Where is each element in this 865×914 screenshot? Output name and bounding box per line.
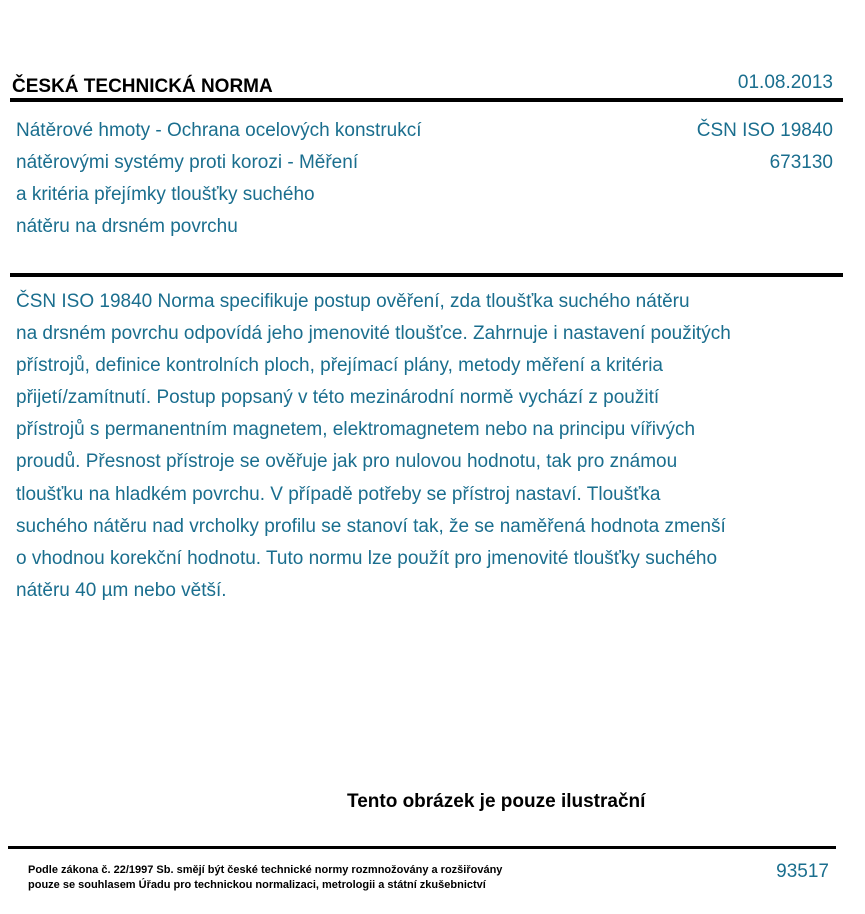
abstract-line: přístrojů s permanentním magnetem, elektromagnetem nebo na principu vířivých <box>16 419 696 441</box>
footer-legal-line: Podle zákona č. 22/1997 Sb. smějí být české technické normy rozmnožovány a rozšiřovány <box>28 864 503 876</box>
abstract-line: nátěru 40 µm nebo větší. <box>16 579 227 601</box>
document-title-line: a kritéria přejímky tloušťky suchého <box>16 184 315 205</box>
title-divider <box>10 273 843 277</box>
document-title-line: nátěrovými systémy proti korozi - Měření <box>16 152 359 173</box>
document-title-line: nátěru na drsném povrchu <box>16 216 238 237</box>
footer-number: 93517 <box>776 861 829 882</box>
abstract-text <box>16 286 836 607</box>
footer-legal-line: pouze se souhlasem Úřadu pro technickou normalizaci, metrologii a státní zkušebnictví <box>28 879 486 891</box>
footer-divider <box>8 846 836 849</box>
document-title <box>16 115 536 243</box>
standard-code: ČSN ISO 19840 <box>696 120 833 141</box>
header-title: ČESKÁ TECHNICKÁ NORMA <box>12 76 273 97</box>
header-divider <box>10 98 843 102</box>
abstract-line: ČSN ISO 19840 Norma specifikuje postup ověření, zda tloušťka suchého nátěru <box>16 291 690 312</box>
abstract-line: přijetí/zamítnutí. Postup popsaný v této mezinárodní normě vychází z použití <box>16 387 660 409</box>
document-title-line: Nátěrové hmoty - Ochrana ocelových konstrukcí <box>16 120 422 141</box>
illustration-note: Tento obrázek je pouze ilustrační <box>347 791 646 812</box>
abstract-line: tloušťku na hladkém povrchu. V případě potřeby se přístroj nastaví. Tloušťka <box>16 483 661 505</box>
document-codes <box>697 115 833 179</box>
abstract-line: přístrojů, definice kontrolních ploch, přejímací plány, metody měření a kritéria <box>16 355 663 377</box>
publication-date: 01.08.2013 <box>737 72 833 93</box>
abstract-line: o vhodnou korekční hodnotu. Tuto normu lze použít pro jmenovité tloušťky suchého <box>16 547 718 569</box>
abstract-line: proudů. Přesnost přístroje se ověřuje jak pro nulovou hodnotu, tak pro známou <box>16 451 678 473</box>
abstract-line: na drsném povrchu odpovídá jeho jmenovité tloušťce. Zahrnuje i nastavení použitých <box>16 323 731 345</box>
abstract-line: suchého nátěru nad vrcholky profilu se stanoví tak, že se naměřená hodnota zmenší <box>16 515 726 537</box>
footer-legal-note <box>28 863 502 893</box>
classification-number: 673130 <box>769 152 833 173</box>
